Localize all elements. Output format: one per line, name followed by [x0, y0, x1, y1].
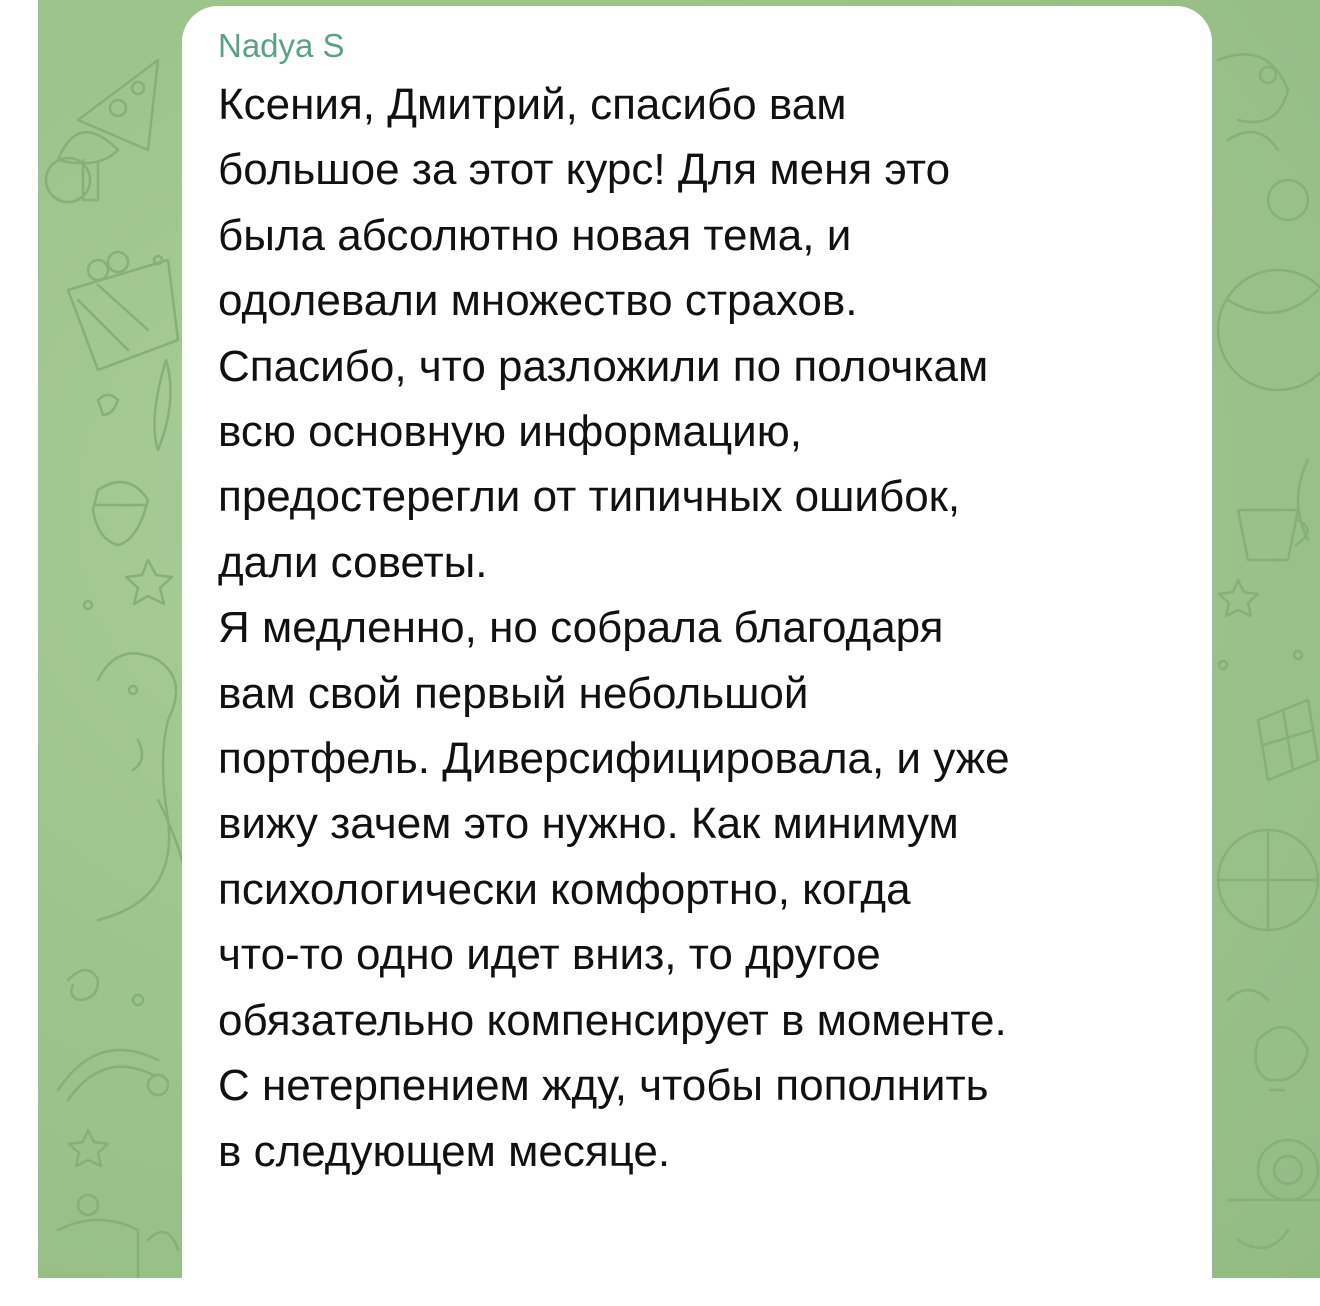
- message-line: вам свой первый небольшой: [218, 668, 809, 718]
- cake-doodle: [58, 1195, 178, 1278]
- message-line: Я медленно, но собрала благодаря: [218, 603, 944, 653]
- coffee-cup-doodle: [1238, 510, 1308, 560]
- star-right-doodle: [1219, 580, 1258, 616]
- message-line: одолевали множество страхов.: [218, 276, 858, 326]
- leaf-doodle: [154, 360, 170, 450]
- bulb-doodle: [1256, 1027, 1308, 1090]
- cup-doodle: [1218, 54, 1288, 122]
- gift-doodle: [1258, 700, 1318, 780]
- message-line: С нетерпением жду, чтобы пополнить: [218, 1061, 989, 1111]
- message-line: вижу зачем это нужно. Как минимум: [218, 799, 959, 849]
- sender-name[interactable]: Nadya S: [218, 27, 345, 64]
- message-bubble[interactable]: [182, 6, 1212, 1306]
- acorn-doodle: [93, 482, 148, 545]
- message-line: большое за этот курс! Для меня это: [218, 145, 951, 195]
- message-line: всю основную информацию,: [218, 407, 802, 457]
- message-line: портфель. Диверсифицировала, и уже: [218, 734, 1010, 784]
- message-line: Спасибо, что разложили по полочкам: [218, 341, 989, 391]
- message-line: Ксения, Дмитрий, спасибо вам: [218, 80, 847, 129]
- message-line: в следующем месяце.: [218, 1126, 671, 1176]
- message-line: что-то одно идет вниз, то другое: [218, 930, 881, 980]
- snail-doodle: [1228, 1140, 1318, 1200]
- message-line: была абсолютно новая тема, и: [218, 210, 852, 260]
- spiral-doodle: [68, 970, 98, 1000]
- ball-doodle: [1218, 270, 1320, 390]
- pizza-right-doodle: [1218, 830, 1318, 930]
- message-text: [218, 72, 1182, 1184]
- message-line: психологически комфортно, когда: [218, 864, 911, 914]
- pizza-slice-doodle: [78, 60, 158, 150]
- popcorn-doodle: [68, 252, 178, 370]
- message-line: предостерегли от типичных ошибок,: [218, 472, 961, 522]
- rainbow-doodle: [58, 1050, 168, 1100]
- dinosaur-doodle: [98, 653, 188, 920]
- star-doodle: [126, 560, 172, 604]
- message-line: обязательно компенсирует в моменте.: [218, 995, 1007, 1045]
- message-line: дали советы.: [218, 537, 488, 587]
